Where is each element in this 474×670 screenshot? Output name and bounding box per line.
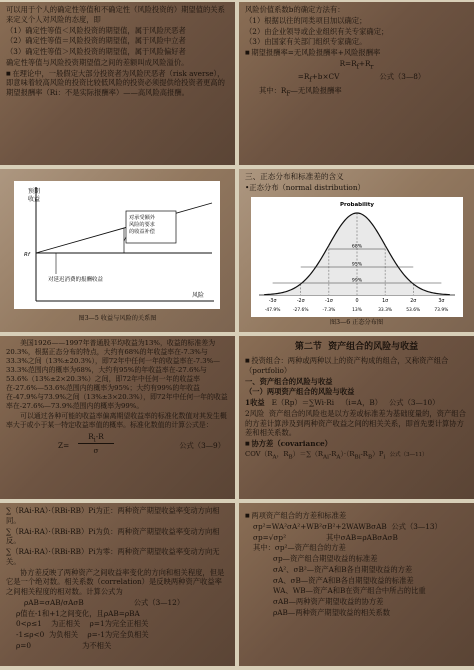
slide-8-portfolio-variance: [239, 503, 474, 666]
subheading: （一）两项资产组合的风险与收益: [245, 387, 355, 397]
text-line: （3）由国家有关部门组织专家确定。: [245, 37, 367, 47]
formula-line-2: $=R_f+b\times CV$ 公式（3—8）: [297, 72, 426, 84]
text-line: （3）确定性等值＞风险投资的期望值，属于风险偏好者: [6, 47, 186, 57]
box-label-1: 对承受额外: [129, 215, 155, 221]
value-tick-label: 53.6%: [406, 308, 421, 313]
text-line: -1≤ρ<0 为负相关 ρ=-1为完全负相关: [16, 630, 149, 640]
formula-line: σp=√σp² 其中σAB=ρABσAσB: [253, 532, 398, 542]
normal-curve-chart: [251, 197, 463, 317]
slide-4-text: [245, 172, 468, 194]
slide-6-text: [245, 339, 468, 463]
base-label: 对延迟消费的报酬收益: [48, 277, 104, 283]
box-label-2: 风险的要求: [129, 222, 155, 228]
figure-caption: 图3—5 收益与风险的关系图: [78, 315, 157, 322]
text-line: ρ值在-1和+1之间变化，且ρAB=ρBA: [16, 608, 140, 618]
slide-7-correlation: [0, 503, 235, 666]
return-formula: 1收益 E（Rp）＝∑Wi·Ri （i=A，B） 公式（3—10）: [245, 398, 440, 408]
sigma-tick-label: 0: [355, 299, 359, 304]
text-line: σA、σB—资产A和B各自期望收益的标准差: [273, 575, 414, 585]
text-line: σp—资产组合期望收益的标准差: [273, 554, 378, 564]
subheading: 一、资产组合的风险与收益: [245, 376, 333, 386]
value-tick-label: 73.9%: [434, 308, 449, 313]
sigma-tick-label: -1σ: [324, 299, 333, 304]
sigma-tick-label: 3σ: [438, 299, 445, 304]
text-line: ρ=0 为不相关: [16, 640, 112, 650]
x-axis-label: 风险: [192, 292, 205, 299]
value-tick-label: -7.3%: [322, 308, 336, 313]
box-label-3: 的收益补偿: [129, 229, 155, 235]
sigma-tick-label: -3σ: [268, 299, 277, 304]
figure-panel: [14, 181, 220, 309]
text-line: （1）确定性等值＜风险投资的期望值，属于风险厌恶者: [6, 25, 186, 35]
text-paragraph: 2风险 资产组合的风险也是以方差或标准差为基础度量的，资产组合的方差计算涉及到两种资产收益之间的相关关系，即首先要计算协方差和相关系数。: [245, 408, 466, 438]
text-line: ■ 两项资产组合的方差和标准差: [245, 511, 468, 521]
formula-ref: 公式（3—9）: [179, 440, 225, 450]
text-line: 确定性等值与风险投资期望值之间的差额叫成风险溢价。: [6, 57, 189, 67]
rf-label: Rf: [24, 252, 30, 258]
text-line: ∑（RAi-RA）·（RBi-RB）Pi为零：两种资产期望收益率变动方向无关。: [6, 547, 220, 566]
band-label: 95%: [351, 262, 363, 268]
value-tick-label: -27.6%: [292, 308, 309, 313]
band-label: 99%: [351, 278, 363, 284]
figure-caption: 图3—6 正态分布图: [329, 319, 384, 326]
slide-5-text: [6, 339, 229, 462]
text-line: ρAB—两种资产期望收益的相关系数: [273, 607, 391, 617]
text-paragraph: 协方差反映了两种资产之间收益率变化的方向和相关程度，但是它是一个绝对数。相关系数（correlation）是反映两种资产收益率之间相关程度的相对数。计算公式为: [6, 567, 225, 597]
section-heading: 三、正态分布和标准差的含义: [245, 172, 344, 181]
slide-2-risk-coefficient: [239, 2, 474, 165]
sigma-tick-label: -2σ: [296, 299, 305, 304]
cov-formula: $COV(R_A$，$R_B)=\sum(R_{Ai}-R_A)\cdot(R_{Bi}-R_B)P_i$ 公式（3—11）: [245, 449, 428, 461]
slide-6-portfolio: [239, 336, 474, 499]
z-formula: [6, 432, 229, 462]
text-line: 风险价值系数b的确定方法有：: [245, 5, 345, 14]
text-line: 其中：σp²—资产组合的方差: [253, 543, 346, 553]
chart-title: Probability: [340, 202, 374, 208]
value-tick-label: 13%: [352, 308, 362, 313]
text-line: ■ 在理论中，一般假定大部分投资者为风险厌恶者（risk averse），即意味着较高风险的投资比较低风险的投资必须提供给投资者更高的期望报酬率（Ri：不是实际报酬率）——高风险高报酬。: [6, 69, 229, 98]
y-axis-label-1: 预期: [28, 188, 41, 195]
text-line: ∑（RAi-RA）·（RBi-RB）Pi为正：两种资产期望收益率变动方向相同。: [6, 506, 220, 525]
slide-3-risk-return-figure: [0, 169, 235, 332]
text-line: ∑（RAi-RA）·（RBi-RB）Pi为负：两种资产期望收益率变动方向相反。: [6, 526, 220, 546]
text-line: WA、WB—资产A和B在资产组合中所占的比重: [273, 586, 426, 596]
formula-denominator: σ: [93, 445, 99, 455]
slide-8-text: [245, 511, 468, 619]
slide-7-text: [6, 506, 229, 652]
text-line: （2）由企业领导或企业组织有关专家确定；: [245, 26, 389, 36]
band-label: 68%: [351, 244, 363, 250]
text-line: （1）根据以往的同类项目加以确定；: [245, 15, 367, 25]
text-line: ■ 投资组合：两种或两种以上的资产构成的组合，又称资产组合（portfolio）: [245, 356, 468, 376]
text-line: 可以用于个人的确定性等值和不确定性（风险投资的）期望值的关系来定义个人对风险的态度，即: [6, 5, 225, 24]
formula-lhs: Z=: [58, 440, 70, 450]
slide-4-normal-distribution: [239, 169, 474, 332]
subheading: •正态分布（normal distribution）: [245, 183, 365, 193]
y-axis-label-2: 收益: [28, 196, 41, 203]
slide-1-text: [6, 5, 229, 99]
normal-chart-panel: [251, 197, 463, 317]
text-paragraph: 可以通过各种可能的收益率偏离期望收益率的标准化数值对其发生概率大于或小于某一特定收益率值的概率。标准化数值的计算公式是：: [6, 411, 227, 429]
slide-title: 第二节 资产组合的风险与收益: [294, 342, 419, 352]
formula-line: ρAB=σAB/σAσB 公式（3—12）: [24, 597, 185, 607]
text-line: σA²、σB²—资产A和B各自期望收益的方差: [273, 564, 413, 574]
value-tick-label: -47.9%: [264, 308, 281, 313]
slide-1-risk-attitude: [0, 2, 235, 165]
text-line: σAB—两种资产期望收益的协方差: [273, 597, 384, 607]
sigma-tick-label: 1σ: [382, 299, 389, 304]
text-line: 0<ρ≤1 为正相关 ρ=1为完全正相关: [16, 619, 149, 629]
subheading: ■ 协方差（covariance）: [245, 439, 468, 449]
formula-line: σp²=WA²σA²+WB²σB²+2WAWBσAB 公式（3—13）: [253, 521, 442, 531]
formula-numerator: $R_i-R$: [88, 431, 104, 444]
text-paragraph: 美国1926——1997年普通股平均收益为13%，收益的标准差为20.3%，根据正态分布的特点，大约有68%的年收益率在-7.3%与33.3%之间（13%±20.3%），即72年中任何一年的收益率在-7.3%—33.3%范围内的概率为68%，大约有95%的年收益率在-27.6%与53.6%（13%±2×20.3%）之间，即72年中任何一年的收益率在-27.6%—53.6%范围内的概率为95%；大约有99%的年收益在-47.9%与73.9%之间（13%±3×20.3%），即72年中任何一年的收益率在-27.6%—73.9%范围内的概率为99%。: [6, 339, 228, 410]
slide-5-us-stock-example: [0, 336, 235, 499]
formula-note: 其中：$R_F—$无风险报酬率: [259, 86, 342, 98]
sigma-tick-label: 2σ: [410, 299, 417, 304]
slide-2-text: [245, 5, 468, 100]
risk-return-diagram: [14, 181, 220, 309]
value-tick-label: 33.3%: [378, 308, 393, 313]
formula-line-1: $R=R_f+R_r$: [339, 58, 374, 71]
text-line: （2）确定性等值＝风险投资的期望值，属于风险中立者: [6, 36, 186, 46]
text-line: ■ 期望报酬率=无风险报酬率+风险报酬率: [245, 48, 468, 58]
